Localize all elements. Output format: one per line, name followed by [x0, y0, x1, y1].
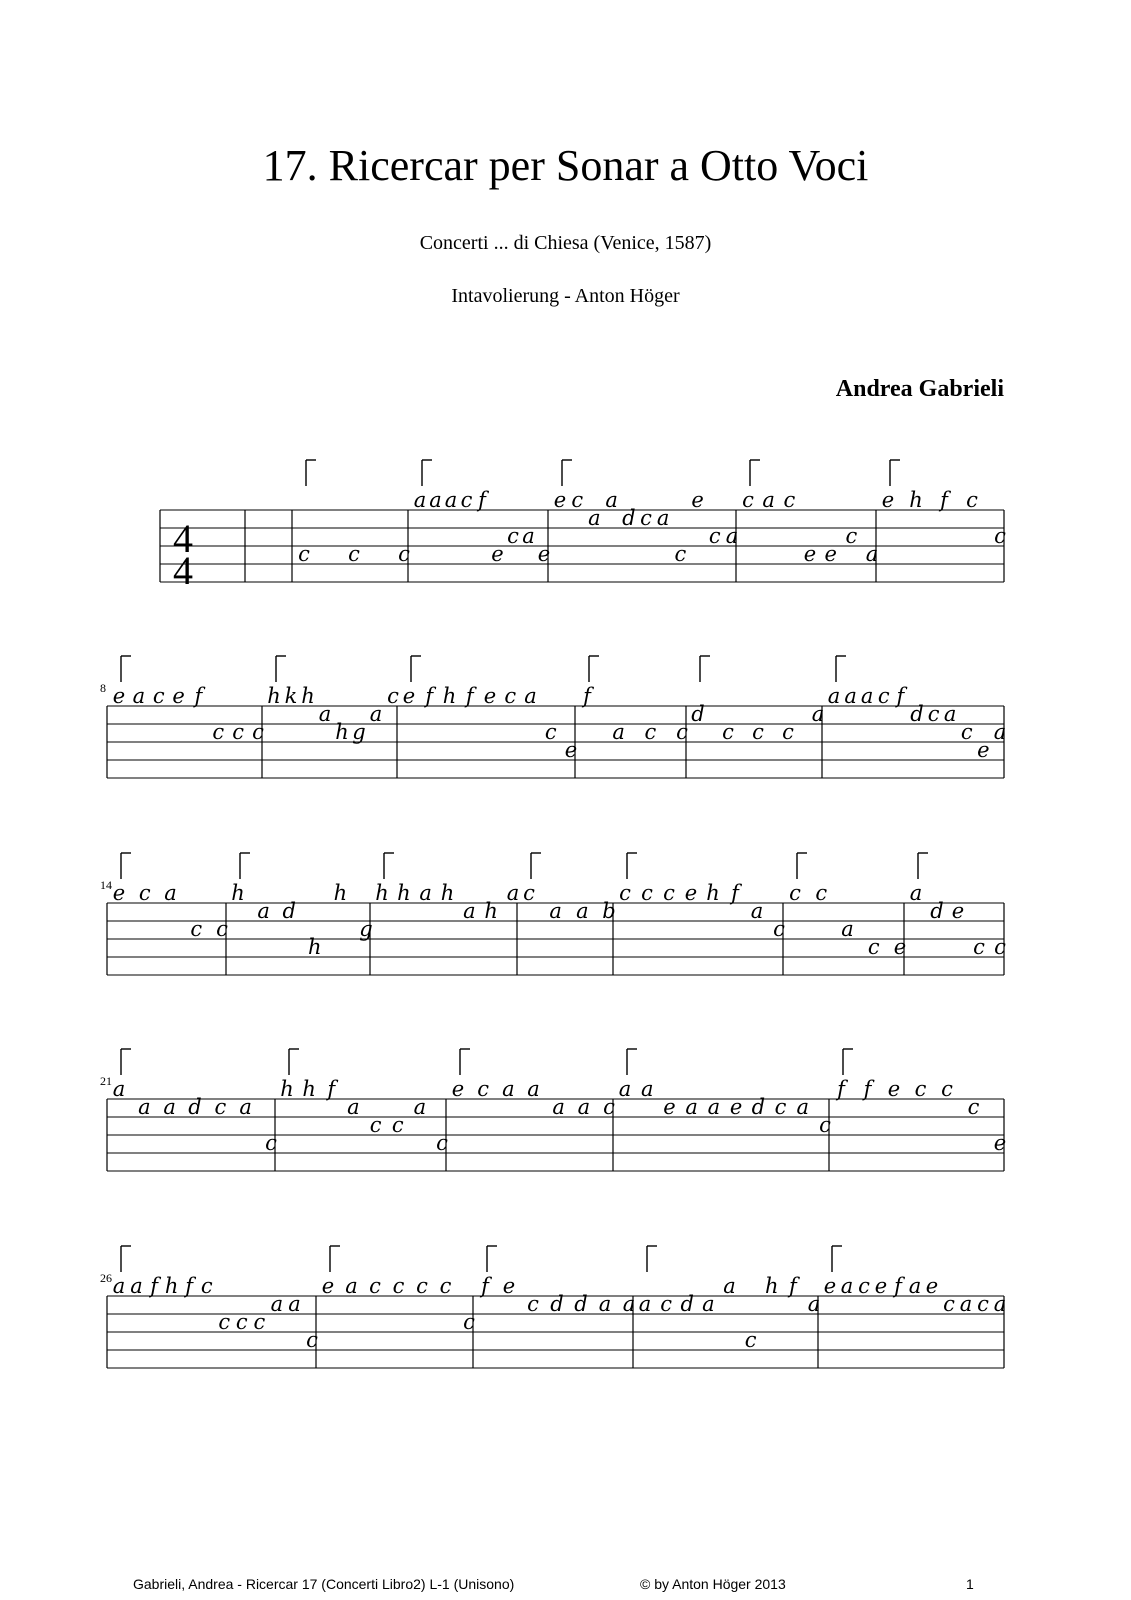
tab-letter: g	[352, 720, 366, 744]
tab-letter: h	[335, 720, 349, 744]
tab-letter: h	[484, 899, 498, 923]
tab-letter: a	[612, 720, 625, 744]
footer-source: Gabrieli, Andrea - Ricercar 17 (Concerti Libro2) L-1 (Unisono)	[133, 1576, 515, 1592]
tab-letter: c	[507, 524, 519, 548]
tab-letter: c	[306, 1328, 318, 1352]
tab-letter: c	[708, 524, 721, 548]
tab-letter: c	[603, 1095, 615, 1119]
tab-letter: a	[112, 1274, 126, 1298]
tab-letter: d	[550, 1292, 564, 1316]
tab-letter: a	[860, 684, 874, 708]
tab-letter: c	[660, 1292, 673, 1316]
tab-letter: c	[819, 1113, 831, 1137]
tab-letter: c	[773, 917, 785, 941]
tab-letter: d	[574, 1292, 588, 1316]
tab-letter: a	[725, 524, 739, 548]
tab-letter: h	[267, 684, 281, 708]
tab-letter: c	[214, 1095, 227, 1119]
tab-letter: k	[284, 684, 298, 708]
tab-letter: f	[185, 1274, 194, 1298]
tab-letter: a	[549, 899, 562, 923]
tab-letter: c	[967, 1095, 980, 1119]
tab-letter: f	[896, 684, 905, 708]
tab-letter: c	[858, 1274, 870, 1298]
tab-letter: a	[318, 702, 332, 726]
tab-letter: a	[702, 1292, 715, 1316]
tab-letter: e	[402, 684, 416, 708]
tab-letter: a	[576, 899, 589, 923]
tab-letter: e	[451, 1077, 465, 1101]
tab-letter: e	[172, 684, 185, 708]
tab-letter: e	[823, 1274, 837, 1298]
tab-letter: c	[138, 881, 151, 905]
tab-letter: e	[537, 542, 551, 566]
tab-letter: a	[444, 488, 458, 512]
tab-letter: c	[973, 935, 985, 959]
tab-letter: c	[460, 488, 473, 512]
tab-letter: e	[951, 899, 965, 923]
tab-letter: c	[994, 935, 1006, 959]
tab-letter: a	[419, 881, 432, 905]
tab-letter: e	[321, 1274, 335, 1298]
tab-letter: c	[752, 720, 764, 744]
tab-letter: f	[940, 488, 948, 512]
tab-letter: c	[966, 488, 978, 512]
tab-letter: c	[252, 720, 264, 744]
tab-letter: c	[641, 881, 653, 905]
tab-letter: c	[392, 1274, 405, 1298]
tab-letter: a	[827, 684, 841, 708]
tab-letter: f	[731, 881, 739, 905]
tab-letter: c	[676, 720, 688, 744]
tab-letter: c	[387, 684, 399, 708]
tab-letter: f	[194, 684, 203, 708]
tab-letter: e	[977, 738, 990, 762]
tab-letter: g	[359, 917, 373, 941]
time-signature-top: 4	[173, 516, 193, 561]
tab-letter: c	[943, 1292, 955, 1316]
tab-letter: d	[691, 702, 705, 726]
tab-letter: f	[788, 1274, 797, 1298]
tab-letter: f	[478, 488, 486, 512]
measure-number: 8	[100, 681, 106, 695]
tab-letter: h	[302, 1077, 316, 1101]
measure-number: 14	[100, 878, 112, 892]
tab-letter: a	[345, 1274, 358, 1298]
tab-letter: a	[840, 1274, 854, 1298]
tab-letter: a	[811, 702, 825, 726]
tab-letter: a	[598, 1292, 612, 1316]
tab-letter: d	[930, 899, 944, 923]
tab-letter: a	[527, 1077, 540, 1101]
tab-letter: h	[909, 488, 923, 512]
tab-letter: a	[502, 1077, 515, 1101]
tab-letter: f	[481, 1274, 489, 1298]
tab-letter: f	[894, 1274, 902, 1298]
tab-letter: c	[298, 542, 310, 566]
composer-name: Andrea Gabrieli	[835, 376, 1004, 402]
tab-letter: a	[622, 1292, 636, 1316]
tab-letter: c	[914, 1077, 927, 1101]
measure-number: 21	[100, 1074, 112, 1088]
tab-letter: h	[333, 881, 348, 905]
tab-letter: c	[783, 488, 796, 512]
tab-letter: d	[622, 506, 636, 530]
tab-letter: c	[348, 542, 360, 566]
tab-letter: a	[656, 506, 670, 530]
tab-letter: a	[685, 1095, 698, 1119]
tab-letter: c	[523, 881, 535, 905]
tab-letter: a	[429, 488, 442, 512]
tab-letter: a	[943, 702, 957, 726]
tab-letter: a	[524, 684, 537, 708]
tab-letter: a	[959, 1292, 973, 1316]
tab-letter: a	[908, 1274, 922, 1298]
tab-letter: c	[994, 524, 1006, 548]
tab-letter: f	[465, 684, 474, 708]
tab-letter: h	[231, 881, 245, 905]
tab-letter: c	[253, 1310, 266, 1334]
tab-letter: f	[583, 684, 591, 708]
tab-letter: c	[218, 1310, 231, 1334]
tab-letter: c	[744, 1328, 757, 1352]
tab-letter: a	[807, 1292, 821, 1316]
tab-letter: e	[502, 1274, 516, 1298]
tab-letter: e	[553, 488, 567, 512]
tab-letter: c	[927, 702, 940, 726]
tab-letter: a	[163, 1095, 176, 1119]
tab-letter: a	[112, 1077, 126, 1101]
tab-letter: a	[796, 1095, 810, 1119]
tab-letter: c	[722, 720, 734, 744]
tab-letter: e	[893, 935, 907, 959]
footer-copyright: © by Anton Höger 2013	[640, 1576, 786, 1592]
tab-letter: d	[282, 899, 296, 923]
tab-letter: e	[925, 1274, 939, 1298]
tab-letter: f	[863, 1077, 872, 1101]
tab-letter: a	[270, 1292, 284, 1316]
tab-letter: a	[288, 1292, 301, 1316]
tab-letter: h	[308, 935, 322, 959]
tab-letter: e	[729, 1095, 743, 1119]
tab-letter: e	[691, 488, 704, 512]
tab-letter: b	[602, 899, 616, 923]
arranger-credit: Intavolierung - Anton Höger	[451, 285, 680, 307]
tab-letter: c	[774, 1095, 787, 1119]
tab-letter: c	[398, 542, 410, 566]
tab-letter: a	[257, 899, 270, 923]
tab-letter: e	[112, 881, 126, 905]
tab-letter: e	[993, 1131, 1007, 1155]
tab-letter: c	[977, 1292, 989, 1316]
tab-letter: c	[463, 1310, 475, 1334]
tab-letter: c	[815, 881, 828, 905]
tab-letter: f	[837, 1077, 845, 1101]
tab-letter: a	[239, 1095, 252, 1119]
tab-letter: e	[881, 488, 895, 512]
tab-letter: h	[440, 881, 455, 905]
tab-letter: c	[782, 720, 794, 744]
tab-letter: a	[164, 881, 177, 905]
tab-letter: c	[571, 488, 584, 512]
tab-letter: c	[477, 1077, 490, 1101]
tab-letter: h	[442, 684, 457, 708]
tab-letter: a	[522, 524, 535, 548]
tab-letter: c	[265, 1131, 277, 1155]
tab-letter: a	[413, 488, 427, 512]
page-title: 17. Ricercar per Sonar a Otto Voci	[262, 141, 869, 190]
tab-letter: a	[909, 881, 923, 905]
tab-letter: a	[605, 488, 618, 512]
tab-letter: c	[544, 720, 557, 744]
tab-letter: c	[644, 720, 657, 744]
tab-letter: e	[564, 738, 578, 762]
tab-letter: a	[844, 684, 857, 708]
tab-letter: c	[212, 720, 225, 744]
tab-letter: c	[527, 1292, 539, 1316]
tab-letter: c	[439, 1274, 452, 1298]
tab-letter: c	[619, 881, 631, 905]
tab-letter: c	[436, 1131, 448, 1155]
tab-letter: f	[150, 1274, 158, 1298]
tab-letter: h	[164, 1274, 179, 1298]
tab-letter: f	[425, 684, 434, 708]
tab-letter: a	[463, 899, 476, 923]
tab-letter: e	[684, 881, 698, 905]
tab-letter: a	[413, 1095, 427, 1119]
tab-letter: c	[416, 1274, 428, 1298]
tab-letter: c	[232, 720, 245, 744]
tab-letter: c	[391, 1113, 404, 1137]
tab-letter: a	[640, 1077, 654, 1101]
tab-letter: h	[397, 881, 411, 905]
tab-letter: h	[280, 1077, 294, 1101]
tab-letter: h	[706, 881, 720, 905]
tab-letter: c	[789, 881, 801, 905]
tab-letter: e	[663, 1095, 676, 1119]
tab-letter: c	[674, 542, 687, 566]
tab-letter: a	[347, 1095, 360, 1119]
tab-letter: c	[640, 506, 652, 530]
tab-letter: c	[845, 524, 858, 548]
tab-letter: c	[235, 1310, 248, 1334]
tab-letter: e	[483, 684, 497, 708]
time-signature-bottom: 4	[173, 548, 193, 593]
tab-letter: e	[112, 684, 126, 708]
tab-letter: f	[327, 1077, 336, 1101]
subtitle: Concerti ... di Chiesa (Venice, 1587)	[419, 232, 712, 254]
tab-letter: c	[152, 684, 165, 708]
tab-letter: e	[491, 542, 504, 566]
tab-letter: c	[867, 935, 880, 959]
measure-number: 26	[100, 1271, 112, 1285]
tab-letter: c	[190, 917, 203, 941]
tab-letter: d	[751, 1095, 766, 1119]
tab-letter: c	[663, 881, 675, 905]
tab-letter: a	[552, 1095, 565, 1119]
tab-letter: c	[960, 720, 973, 744]
tab-letter: e	[824, 542, 837, 566]
tab-letter: a	[993, 1292, 1007, 1316]
page-number: 1	[966, 1576, 974, 1592]
tab-letter: a	[638, 1292, 652, 1316]
tab-letter: a	[865, 542, 879, 566]
tab-letter: c	[369, 1113, 382, 1137]
tab-letter: c	[941, 1077, 953, 1101]
tab-letter: a	[750, 899, 764, 923]
tab-letter: h	[764, 1274, 779, 1298]
tab-letter: a	[588, 506, 601, 530]
tab-letter: d	[910, 702, 924, 726]
tab-letter: a	[707, 1095, 721, 1119]
tab-letter: d	[680, 1292, 694, 1316]
tab-letter: e	[803, 542, 817, 566]
tab-letter: e	[887, 1077, 901, 1101]
tab-letter: a	[993, 720, 1007, 744]
tab-letter: a	[138, 1095, 151, 1119]
tab-letter: e	[874, 1274, 888, 1298]
tab-letter: c	[200, 1274, 213, 1298]
tab-letter: a	[841, 917, 854, 941]
tab-letter: a	[506, 881, 520, 905]
tab-letter: a	[130, 1274, 143, 1298]
tab-letter: a	[723, 1274, 736, 1298]
tab-letter: a	[762, 488, 775, 512]
tab-letter: c	[742, 488, 754, 512]
tab-letter: c	[877, 684, 890, 708]
tab-letter: a	[132, 684, 146, 708]
tab-letter: c	[369, 1274, 381, 1298]
tab-letter: a	[618, 1077, 632, 1101]
tab-letter: c	[216, 917, 228, 941]
tab-letter: c	[504, 684, 517, 708]
tab-letter: a	[369, 702, 383, 726]
tab-letter: h	[375, 881, 389, 905]
tab-letter: d	[188, 1095, 202, 1119]
tab-letter: a	[577, 1095, 591, 1119]
tab-letter: h	[301, 684, 315, 708]
